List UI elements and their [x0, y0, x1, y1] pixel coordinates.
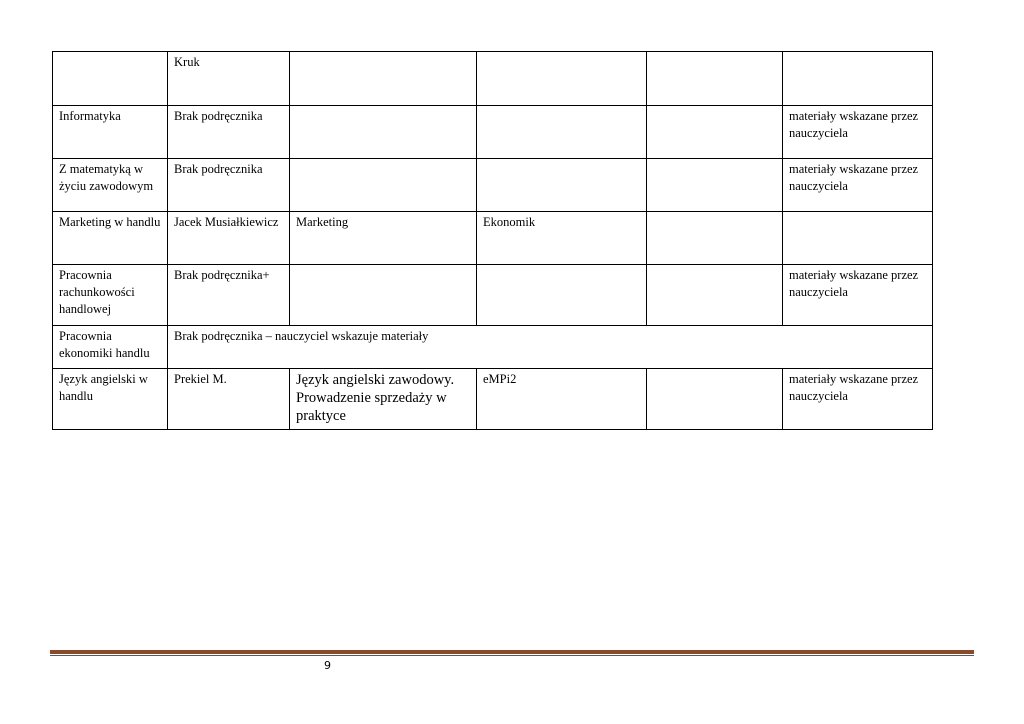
publisher-cell: eMPi2: [477, 369, 647, 430]
author-cell: Brak podręcznika: [168, 106, 290, 159]
table-row: [53, 326, 933, 369]
table-row: [53, 106, 933, 159]
author-cell: Prekiel M.: [168, 369, 290, 430]
title-cell: [290, 265, 477, 326]
number-cell: [647, 159, 783, 212]
subject-cell: Pracownia rachunkowości handlowej: [53, 265, 168, 326]
subject-cell: Z matematyką w życiu zawodowym: [53, 159, 168, 212]
author-cell: Brak podręcznika+: [168, 265, 290, 326]
author-cell: Jacek Musiałkiewicz: [168, 212, 290, 265]
subject-cell: [53, 52, 168, 106]
page-number: 9: [324, 659, 331, 672]
number-cell: [647, 106, 783, 159]
title-cell: [290, 52, 477, 106]
number-cell: [647, 52, 783, 106]
notes-cell: [783, 52, 933, 106]
table-row: [53, 369, 933, 430]
footer-rule: [50, 650, 974, 654]
publisher-cell: [477, 106, 647, 159]
table-row: [53, 159, 933, 212]
publisher-cell: [477, 159, 647, 212]
notes-cell: materiały wskazane przez nauczyciela: [783, 159, 933, 212]
subject-cell: Marketing w handlu: [53, 212, 168, 265]
merged-note-cell: Brak podręcznika – nauczyciel wskazuje materiały: [168, 326, 933, 369]
subject-cell: Pracownia ekonomiki handlu: [53, 326, 168, 369]
notes-cell: [783, 212, 933, 265]
notes-cell: materiały wskazane przez nauczyciela: [783, 106, 933, 159]
notes-cell: materiały wskazane przez nauczyciela: [783, 369, 933, 430]
table-row: [53, 265, 933, 326]
title-cell: Marketing: [290, 212, 477, 265]
table-row: [53, 212, 933, 265]
footer-rule-thin: [50, 655, 974, 656]
subject-cell: Język angielski w handlu: [53, 369, 168, 430]
author-cell: Brak podręcznika: [168, 159, 290, 212]
subject-textbook-table: [52, 51, 933, 430]
number-cell: [647, 265, 783, 326]
publisher-cell: [477, 52, 647, 106]
title-cell: [290, 369, 477, 430]
title-text: Język angielski zawodowy. Prowadzenie sprzedaży w praktyce: [296, 372, 455, 424]
notes-cell: materiały wskazane przez nauczyciela: [783, 265, 933, 326]
number-cell: [647, 369, 783, 430]
publisher-cell: Ekonomik: [477, 212, 647, 265]
number-cell: [647, 212, 783, 265]
publisher-cell: [477, 265, 647, 326]
author-cell: Kruk: [168, 52, 290, 106]
subject-cell: Informatyka: [53, 106, 168, 159]
title-cell: [290, 106, 477, 159]
title-cell: [290, 159, 477, 212]
table-row: [53, 52, 933, 106]
